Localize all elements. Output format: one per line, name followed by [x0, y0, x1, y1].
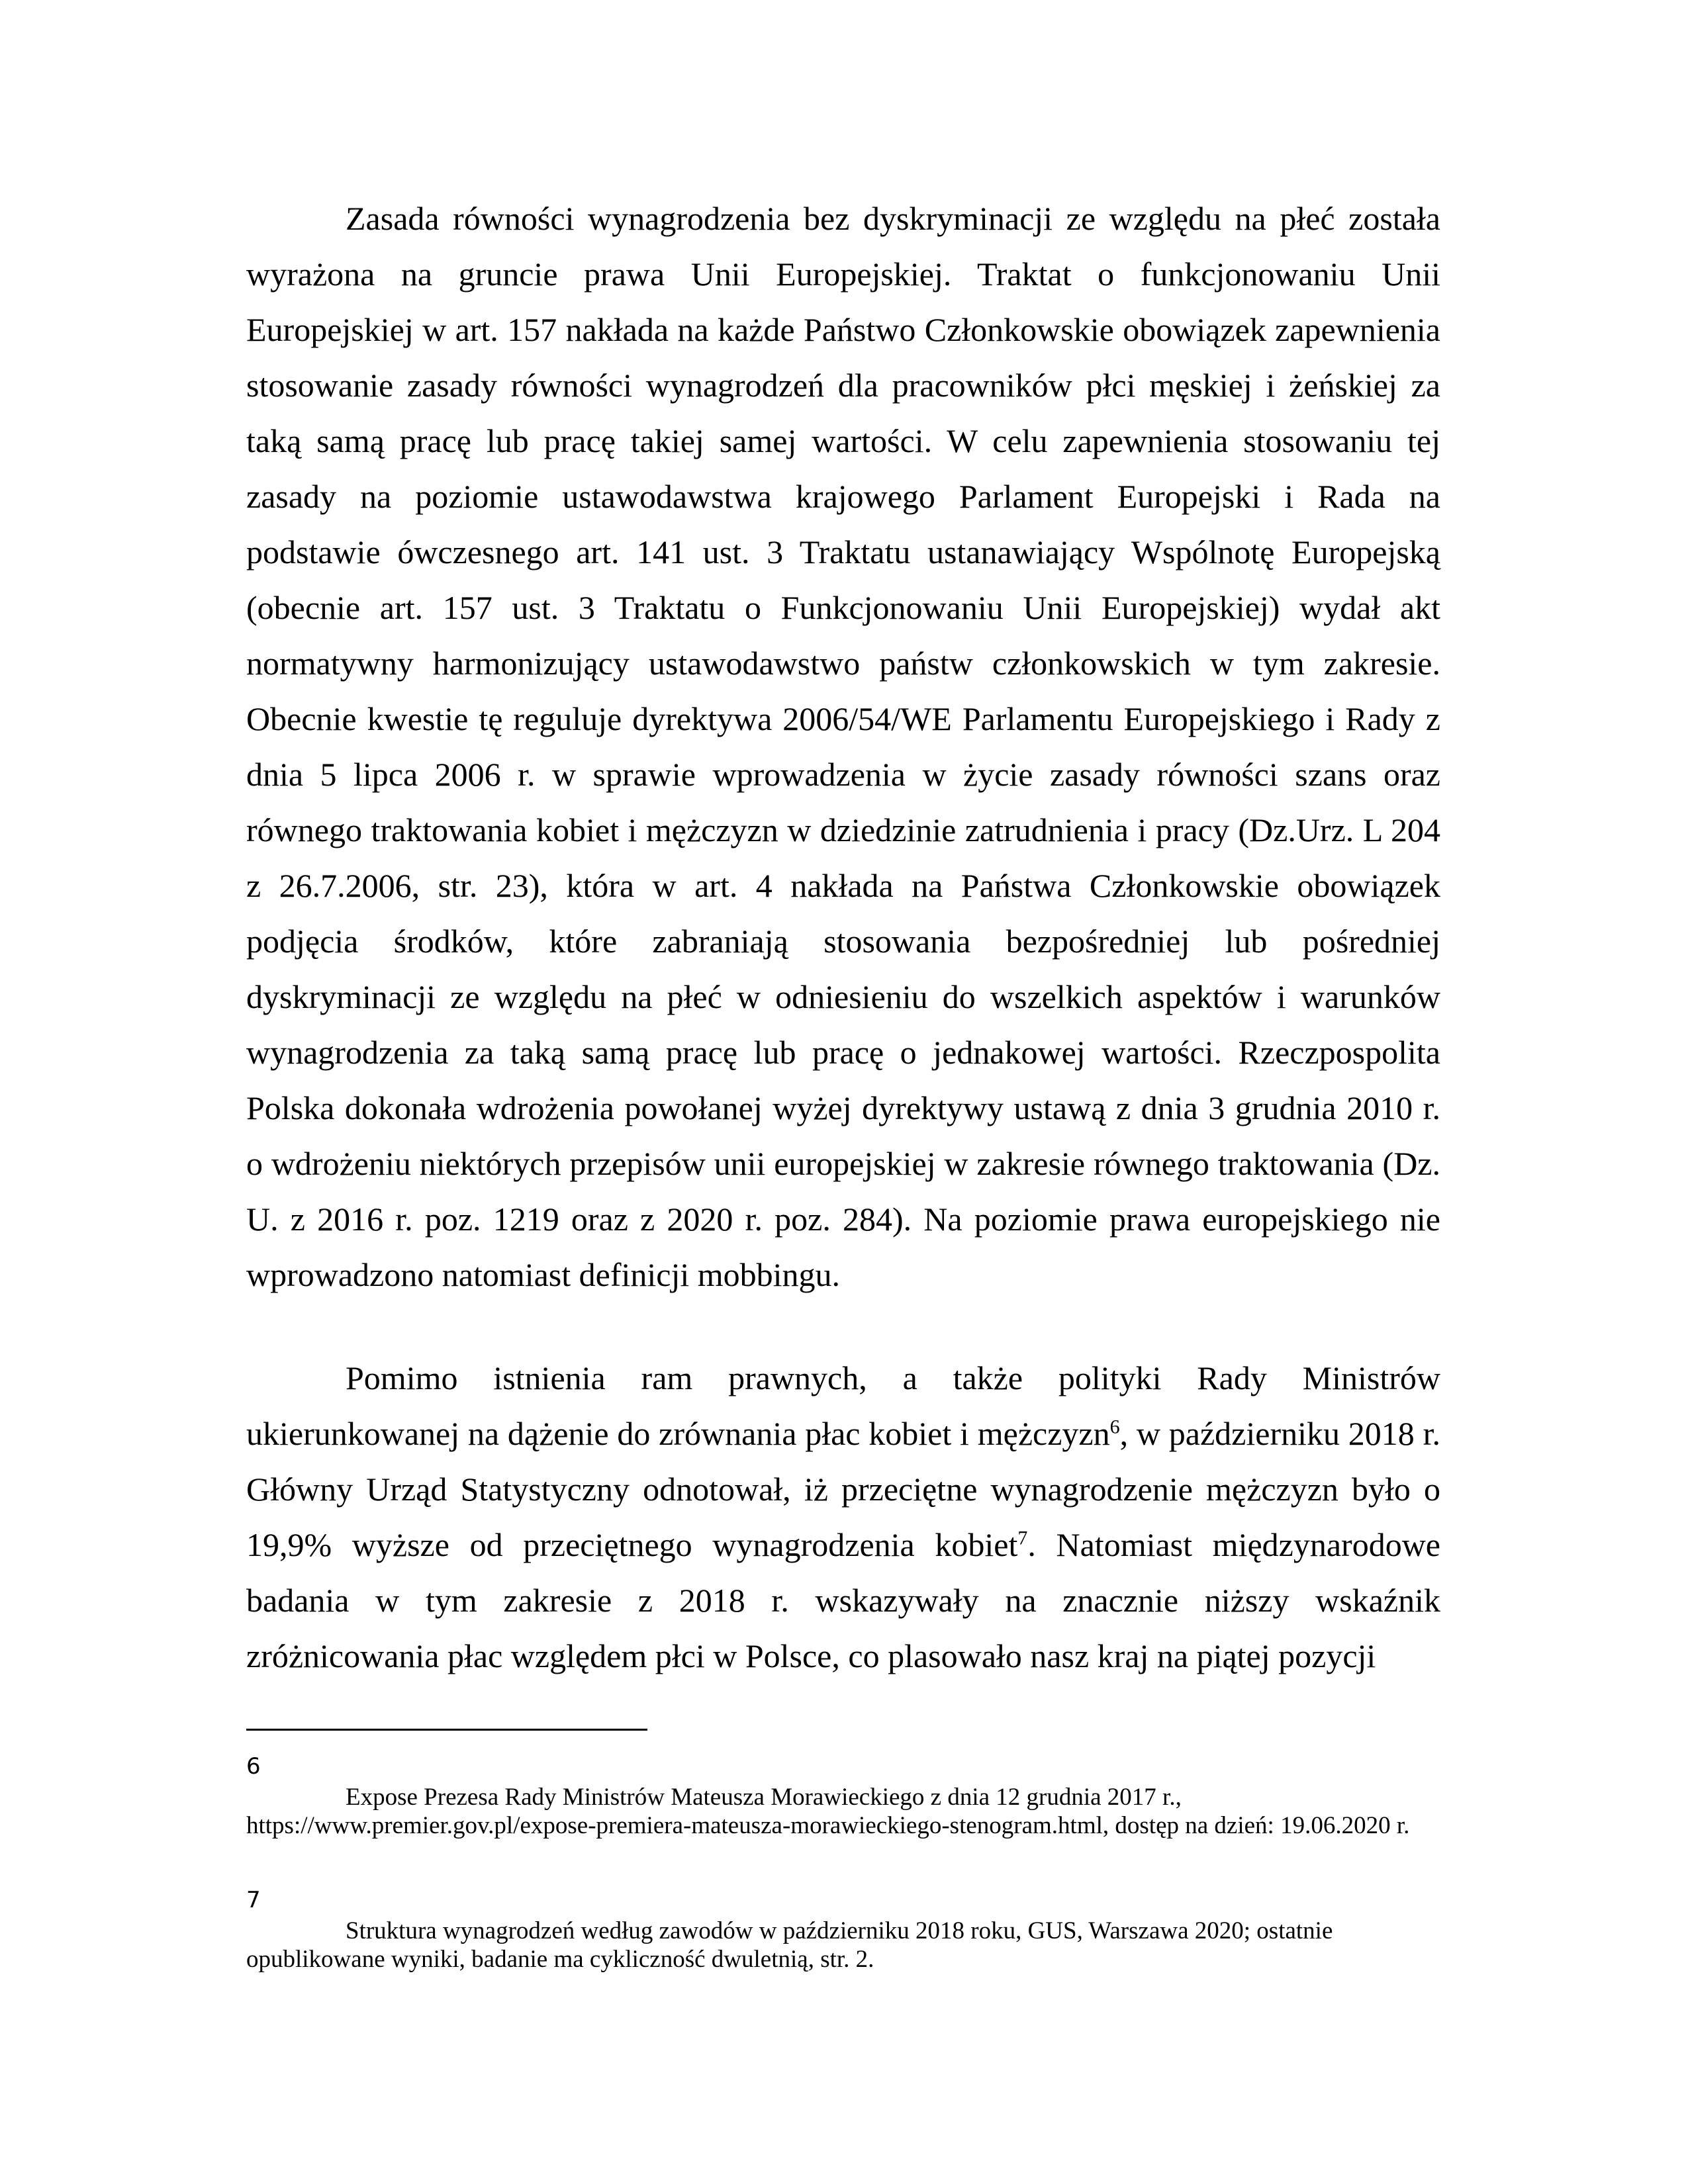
body-paragraph-2-block: [246, 1350, 1440, 1684]
footnote: [246, 1884, 1440, 1974]
body-paragraph-1-block: [246, 191, 1440, 1302]
footnote-text: Struktura wynagrodzeń według zawodów w październiku 2018 roku, GUS, Warszawa 2020; ostatnie opublikowane wyniki, badanie ma cykliczność dwuletnią, str. 2.: [246, 1917, 1333, 1973]
body-paragraph: [246, 1350, 1440, 1684]
footnote-text: Expose Prezesa Rady Ministrów Mateusza Morawieckiego z dnia 12 grudnia 2017 r., https://www.premier.gov.pl/expose-premiera-mateusza-morawieckiego-stenogram.html, dostęp na dzień: 19.06.2020 r.: [246, 1784, 1410, 1839]
body-paragraph: Zasada równości wynagrodzenia bez dyskryminacji ze względu na płeć została wyrażona na gruncie prawa Unii Europejskiej. Traktat o funkcjonowaniu Unii Europejskiej w art. 157 nakłada na każde Państwo Członkowskie obowiązek zapewnienia stosowanie zasady równości wynagrodzeń dla pracowników płci męskiej i żeńskiej za taką samą pracę lub pracę takiej samej wartości. W celu zapewnienia stosowaniu tej zasady na poziomie ustawodawstwa krajowego Parlament Europejski i Rada na podstawie ówczesnego art. 141 ust. 3 Traktatu ustanawiający Wspólnotę Europejską (obecnie art. 157 ust. 3 Traktatu o Funkcjonowaniu Unii Europejskiej) wydał akt normatywny harmonizujący ustawodawstwo państw członkowskich w tym zakresie. Obecnie kwestie tę reguluje dyrektywa 2006/54/WE Parlamentu Europejskiego i Rady z dnia 5 lipca 2006 r. w sprawie wprowadzenia w życie zasady równości szans oraz równego traktowania kobiet i mężczyzn w dziedzinie zatrudnienia i pracy (Dz.Urz. L 204 z 26.7.2006, str. 23), która w art. 4 nakłada na Państwa Członkowskie obowiązek podjęcia środków, które zabraniają stosowania bezpośredniej lub pośredniej dyskryminacji ze względu na płeć w odniesieniu do wszelkich aspektów i warunków wynagrodzenia za taką samą pracę lub pracę o jednakowej wartości. Rzeczpospolita Polska dokonała wdrożenia powołanej wyżej dyrektywy ustawą z dnia 3 grudnia 2010 r. o wdrożeniu niektórych przepisów unii europejskiej w zakresie równego traktowania (Dz. U. z 2016 r. poz. 1219 oraz z 2020 r. poz. 284). Na poziomie prawa europejskiego nie wprowadzono natomiast definicji mobbingu.: [246, 200, 1440, 1293]
footnote: [246, 1750, 1440, 1840]
footnote-number: 7: [246, 1887, 261, 1913]
footnote-reference[interactable]: 6: [1109, 1416, 1120, 1438]
paragraph-text: Pomimo istnienia ram prawnych, a także polityki Rady Ministrów ukierunkowanej na dążenie do zrównania płac kobiet i mężczyzn: [246, 1359, 1440, 1452]
footnote-number: 6: [246, 1753, 261, 1780]
paragraph-text: . Natomiast międzynarodowe badania w tym zakresie z 2018 r. wskazywały na znacznie niższy wskaźnik zróżnicowania płac względem płci w Polsce, co plasowało nasz kraj na piątej pozycji: [246, 1526, 1440, 1674]
footnote-separator: [246, 1729, 647, 1731]
footnote-reference[interactable]: 7: [1017, 1527, 1028, 1549]
paragraph-text: , w październiku 2018 r. Główny Urząd Statystyczny odnotował, iż przeciętne wynagrodzenie mężczyzn było o 19,9% wyższe od przeciętnego wynagrodzenia kobiet: [246, 1415, 1440, 1563]
